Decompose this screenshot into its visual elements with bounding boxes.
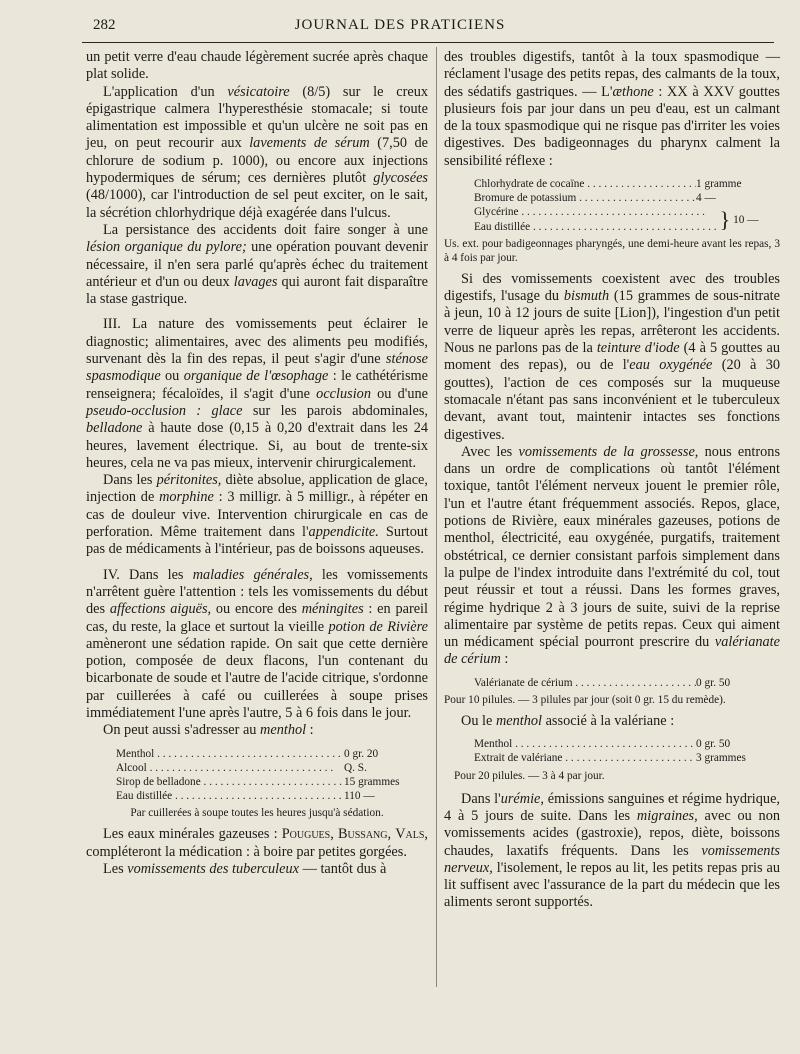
rx-item: Menthol . . . xyxy=(116,747,344,761)
rx-dose: Q. S. xyxy=(344,761,367,774)
text-run: Surtout pas de médicaments à l'intérieur, pas de boissons aqueuses. xyxy=(86,524,428,558)
running-head: JOURNAL DES PRATICIENS xyxy=(294,17,506,33)
rx-dose: 15 grammes xyxy=(344,775,400,788)
text-run: avec ou non vomissements acides (gastroxie), repos, diète, boissons chaudes, laxatifs fréquents. Dans les xyxy=(444,807,780,859)
rx-dose: 0 gr. 50 xyxy=(696,738,731,751)
text-run: (4 à 5 gouttes au moment des repas), ou de l' xyxy=(444,340,780,374)
text-run: Les eaux minérales gazeuses : xyxy=(103,826,282,843)
prescription-menthol xyxy=(116,747,428,804)
text-run: amèneront une sédation rapide. On sait que cette dernière potion, composée de deux flacons, l'un contenant du bicarbonate de soude et l'autre de l'acide citrique, s'ordonne par cuillerées à café ou cuillerées à soupe prises immédiatement l'une après l'autre, 5 à 6 fois dans le jour. xyxy=(86,635,428,721)
italic-term: appendicite. xyxy=(308,524,379,541)
prescription-cerium xyxy=(474,676,780,690)
text-run: Avec les xyxy=(461,443,519,460)
prescription-note: Pour 10 pilules. — 3 pilules par jour (soit 0 gr. 15 du remède). xyxy=(444,693,726,706)
text-run: On peut aussi s'adresser au xyxy=(103,722,261,739)
text-run: l'isolement, le repos au lit, les petits repas pris au lit suffisent avec l'assurance de la part du médecin que les aliments seront supportés. xyxy=(444,859,780,911)
rx-item: Alcool . . . xyxy=(116,761,344,775)
text-run: sur les parois abdominales, xyxy=(242,402,428,419)
italic-term: menthol xyxy=(260,722,307,739)
text-run: (20 à 30 gouttes), l'action de ces composés sur la muqueuse stomacale n'étant pas sans inconvénient et le tuberculeux devant, avant tout, maintenir intactes ses fonctions digestives. xyxy=(444,357,780,443)
italic-term: occlusion xyxy=(316,385,371,402)
rx-item: Menthol . . . xyxy=(474,737,696,751)
prescription-row xyxy=(474,177,780,191)
text-run: Pougues xyxy=(281,826,331,843)
italic-term: potion de Rivière xyxy=(328,618,428,635)
italic-term: lavements de sérum xyxy=(249,135,370,152)
rx-dose: 0 gr. 20 xyxy=(344,747,379,760)
rx-item: Sirop de belladone . . . xyxy=(116,775,344,789)
italic-term: teinture d'iode xyxy=(596,340,680,357)
text-run: qui auront fait disparaître la stase gastrique. xyxy=(86,273,428,308)
rx-dose: 3 grammes xyxy=(696,752,746,765)
paragraph xyxy=(86,222,428,308)
text-run: à haute dose (0,15 à 0,20 d'extrait dans les 24 heures, lavement électrique. Si, au bout de trente-six heures, cela ne va pas mieux, intervenir chirurgicalement. xyxy=(86,420,428,471)
paragraph xyxy=(444,791,780,912)
italic-term: méningites xyxy=(301,601,364,618)
italic-term: vomissements des tuberculeux xyxy=(127,860,299,877)
text-run: (7,50 de chlorure de sodium p. 1000), ou encore aux injections hypodermiques de sérum; ces dernières plutôt xyxy=(86,135,428,187)
prescription-valeriane xyxy=(474,737,780,765)
text-run: Bussang xyxy=(337,826,388,843)
italic-term: belladone xyxy=(86,420,143,437)
italic-term: eau oxygénée xyxy=(629,357,713,374)
text-run: : xyxy=(306,722,314,739)
italic-term: vésicatoire xyxy=(227,83,290,100)
paragraph xyxy=(86,567,428,723)
text-run: : le cathétérisme renseignera; fécaloïdes, il s'agit d'une xyxy=(86,368,428,402)
italic-term: bismuth xyxy=(563,288,610,305)
rx-item: Valérianate de cérium . . . xyxy=(474,676,696,690)
rx-item: Eau distillée . . . xyxy=(474,220,717,234)
prescription-note: Pour 20 pilules. — 3 à 4 par jour. xyxy=(454,769,605,782)
text-run: Vals xyxy=(395,826,425,843)
italic-term: lavages xyxy=(233,273,278,290)
paragraph xyxy=(86,316,428,472)
text-run: diète absolue, application de glace, injection de xyxy=(86,472,428,506)
prescription-bracket xyxy=(474,205,780,233)
left-column xyxy=(86,49,428,878)
text-run: , compléteront la médication : à boire par petites gorgées. xyxy=(86,826,428,860)
text-run: IV. Dans les xyxy=(103,566,193,583)
prescription-row xyxy=(116,775,428,789)
text-run: Si des vomissements coexistent avec des troubles digestifs, l'usage du xyxy=(444,270,780,305)
italic-term: péritonites, xyxy=(156,472,222,489)
page-header xyxy=(0,0,800,40)
paragraph xyxy=(86,84,428,222)
rx-dose: 0 gr. 50 xyxy=(696,676,731,689)
text-run: Dans l' xyxy=(461,790,501,807)
text-run: émissions sanguines et régime hydrique, 4 à 5 jours de suite. Dans les xyxy=(444,790,780,824)
text-run: : en pareil cas, du reste, la glace et surtout la vieille xyxy=(86,601,429,635)
text-run: La persistance des accidents doit faire songer à une xyxy=(103,221,428,238)
prescription-items xyxy=(474,177,780,205)
text-run: L'application d'un xyxy=(103,83,228,100)
rx-item: Extrait de valériane . . . xyxy=(474,751,696,765)
text-run: , xyxy=(387,826,396,843)
paragraph xyxy=(86,826,428,861)
italic-term: organique de l'œsophage xyxy=(183,368,329,385)
text-run: ou d'une xyxy=(370,385,428,402)
rx-item: Eau distillée . . . xyxy=(116,789,344,803)
paragraph xyxy=(444,713,780,730)
brace: } xyxy=(719,206,731,232)
paragraph xyxy=(86,722,428,739)
text-run: — tantôt dus à xyxy=(299,860,387,877)
page-number: 282 xyxy=(93,17,116,33)
prescription-row xyxy=(474,751,780,765)
header-rule xyxy=(82,42,774,43)
italic-term: maladies générales, xyxy=(192,566,313,583)
column-divider xyxy=(436,47,437,987)
prescription-row xyxy=(474,737,780,751)
italic-term: æthone xyxy=(612,83,654,100)
prescription-row xyxy=(474,676,780,690)
prescription-note: Par cuillerées à soupe toutes les heures jusqu'à sédation. xyxy=(130,807,384,820)
prescription-row xyxy=(116,761,428,775)
italic-term: valérianate de cérium xyxy=(444,634,780,668)
paragraph xyxy=(444,49,780,170)
text-run: Ou le xyxy=(461,712,496,729)
rx-item: Bromure de potassium . . . xyxy=(474,191,696,205)
text-run: (8/5) sur le creux épigastrique calmera l'hyperesthésie stomacale; si toute alimentation est impossible et qu'un ulcère ne soit pas en jeu, on peut recourir aux xyxy=(86,83,428,152)
text-run: des troubles digestifs, tantôt à la toux spasmodique — réclament l'usage des petits repas, des calmants de la toux, des sédatifs gastriques. — L' xyxy=(444,49,780,100)
italic-term: menthol xyxy=(495,712,543,729)
prescription-row xyxy=(116,789,428,803)
text-run: : 3 milligr. à 5 milligr., à répéter en cas de douleur vive. Intervention chirurgicale en cas de perforation. Même traitement dans l' xyxy=(86,489,428,541)
italic-term: morphine xyxy=(159,489,214,506)
italic-term: migraines, xyxy=(636,807,698,824)
text-run: ou xyxy=(160,368,184,385)
text-run: : XX à XXV gouttes plusieurs fois par jour dans un peu d'eau, est un calmant de la toux spasmodique qui ne risque pas d'irriter les voies digestives. Des badigeonnages du pharynx calment la sensibilité réflexe : xyxy=(444,83,780,169)
text-run: , xyxy=(330,826,338,843)
text-run: une opération pouvant devenir nécessaire, il n'en sera parlé qu'après échec du traitement antérieur et d'un ou deux xyxy=(86,239,429,290)
italic-term: affections aiguës, xyxy=(109,601,212,618)
text-run: ou encore des xyxy=(211,601,302,618)
right-column xyxy=(444,49,780,912)
italic-term: pseudo-occlusion : glace xyxy=(86,402,243,419)
rx-item: Glycérine . . . xyxy=(474,205,717,219)
italic-term: sténose spasmodique xyxy=(86,351,428,385)
text-run: les vomissements n'arrêtent guère l'attention : tels les vomissements du début des xyxy=(86,566,428,618)
rx-dose: 110 — xyxy=(344,790,375,803)
prescription-cocaine xyxy=(474,177,780,234)
text-run: Dans les xyxy=(103,472,157,489)
paragraph xyxy=(444,271,780,444)
text-run: (48/1000), car l'introduction de sel peut exciter, on le sait, la sécrétion chlorhydrique déjà exagérée dans l'ulcus. xyxy=(86,187,428,221)
italic-term: urémie, xyxy=(500,790,544,807)
bracket-items xyxy=(474,205,717,233)
rx-dose: 1 gramme xyxy=(696,178,742,191)
prescription-row xyxy=(116,747,428,761)
paragraph xyxy=(86,472,428,558)
rx-item: Chlorhydrate de cocaïne . . . xyxy=(474,177,696,191)
rx-dose: 10 — xyxy=(733,213,759,226)
paragraph xyxy=(444,444,780,669)
paragraph xyxy=(86,49,428,84)
paragraph xyxy=(86,861,428,878)
italic-term: vomissements de la grossesse, xyxy=(518,443,699,460)
prescription-note: Us. ext. pour badigeonnages pharyngés, une demi-heure avant les repas, 3 à 4 fois par jour. xyxy=(444,237,780,264)
rx-dose: 4 — xyxy=(696,192,716,205)
italic-term: vomissements nerveux, xyxy=(444,842,780,876)
text-run: Les xyxy=(103,860,128,877)
text-run: un petit verre d'eau chaude légèrement sucrée après chaque plat solide. xyxy=(86,49,428,83)
text-run: (15 grammes de sous-nitrate à jeun, 10 à 12 jours de suite [Lion]), l'ingestion d'un petit verre de liqueur après les repas, arrêteront les accidents. Nous ne parlons pas de la xyxy=(444,288,780,357)
text-run: nous entrons dans un ordre de complications où tantôt l'élément toxique, tantôt l'élément nerveux jouent le premier rôle, l'un et l'autre étant fréquemment associés. Repos, glace, potions de Rivière, eaux minérales gazeuses, potions de menthol, électricité, eau oxygénée, purgatifs, traitement obstétrical, ce dernier consistant parfois simplement dans la pulpe de l'index introduite dans l'extrémité du col, tout peut réussir et tout a réussi. Dans les formes graves, régime hydrique 2 à 3 jours de suite, suivi de la reprise alimentaire par système de petits repas. Ceux qui aiment un médicament spécial pourront prescrire du xyxy=(444,443,781,651)
text-run: associé à la valériane : xyxy=(542,712,675,729)
prescription-row xyxy=(474,191,780,205)
text-run: III. La nature des vomissements peut éclairer le diagnostic; alimentaires, avec des aliments peu modifiés, survenant dès la fin des repas, il peut s'agir d'une xyxy=(86,316,428,368)
italic-term: glycosées xyxy=(373,170,428,187)
italic-term: lésion organique du pylore; xyxy=(86,239,247,256)
text-run: : xyxy=(500,651,509,668)
